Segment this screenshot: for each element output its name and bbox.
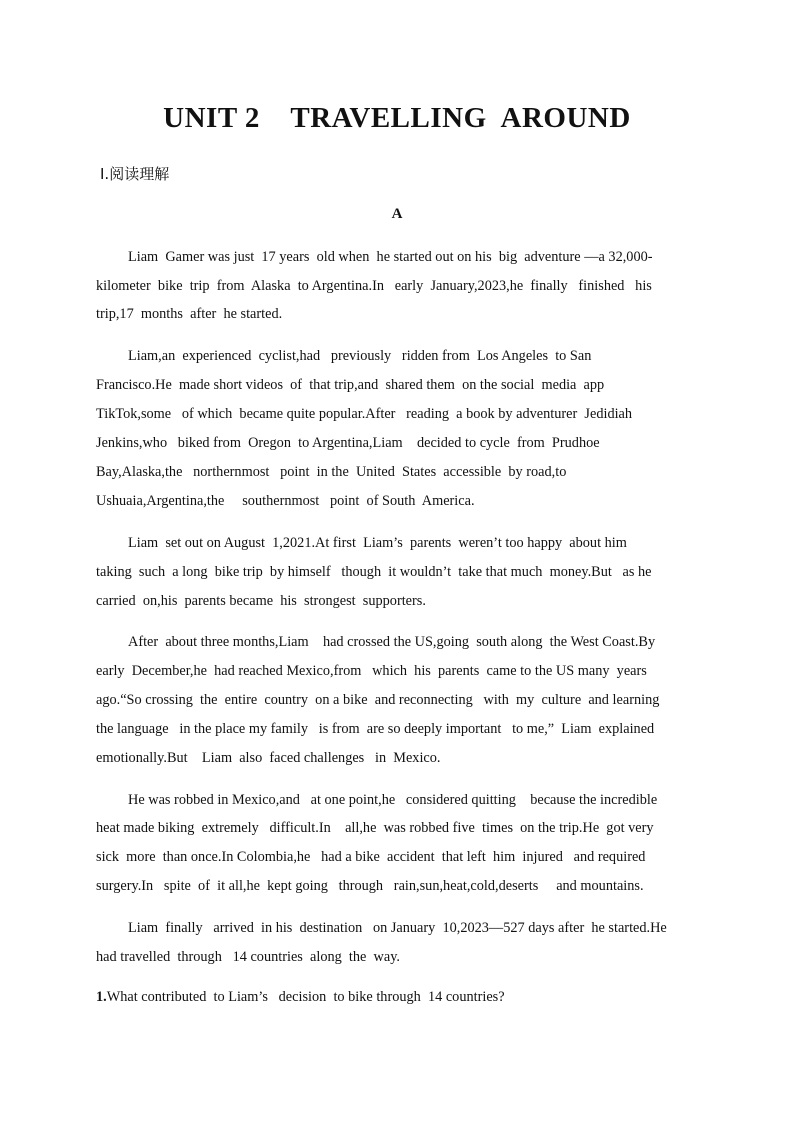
- paragraph-line: sick more than once.In Colombia,he had a bike accident that left him injured and required: [96, 849, 646, 865]
- paragraph-line: Jenkins,who biked from Oregon to Argentina,Liam decided to cycle from Prudhoe: [96, 435, 600, 451]
- paragraph-line: Bay,Alaska,the northernmost point in the United States accessible by road,to: [96, 464, 567, 480]
- question-text: What contributed to Liam’s decision to bike through 14 countries?: [106, 989, 505, 1005]
- paragraph-line: Liam Gamer was just 17 years old when he started out on his big adventure —a 32,000-: [128, 249, 653, 265]
- passage-label: A: [391, 206, 403, 222]
- question-number: 1.: [96, 989, 107, 1005]
- paragraph-line: early December,he had reached Mexico,from which his parents came to the US many years: [96, 663, 647, 679]
- section-label: Ⅰ.阅读理解: [100, 165, 170, 183]
- paragraph-line: emotionally.But Liam also faced challenges in Mexico.: [96, 750, 441, 766]
- paragraph-line: Liam,an experienced cyclist,had previously ridden from Los Angeles to San: [128, 348, 592, 364]
- paragraph-line: TikTok,some of which became quite popular.After reading a book by adventurer Jedidiah: [96, 406, 633, 422]
- paragraph-line: the language in the place my family is from are so deeply important to me,” Liam explained: [96, 721, 655, 737]
- paragraph-line: surgery.In spite of it all,he kept going through rain,sun,heat,cold,deserts and mountains.: [96, 878, 644, 894]
- paragraph-line: taking such a long bike trip by himself though it wouldn’t take that much money.But as he: [96, 564, 652, 580]
- paragraph-line: carried on,his parents became his strongest supporters.: [96, 593, 426, 609]
- paragraph-line: Francisco.He made short videos of that trip,and shared them on the social media app: [96, 377, 605, 393]
- question-1: [96, 989, 505, 1006]
- paragraph-line: Liam set out on August 1,2021.At first Liam’s parents weren’t too happy about him: [128, 535, 627, 551]
- unit-title: UNIT 2 TRAVELLING AROUND: [163, 102, 631, 134]
- paragraph-line: After about three months,Liam had crossed the US,going south along the West Coast.By: [128, 634, 656, 650]
- paragraph-line: kilometer bike trip from Alaska to Argentina.In early January,2023,he finally finished his: [96, 278, 652, 294]
- paragraph-line: heat made biking extremely difficult.In all,he was robbed five times on the trip.He got very: [96, 820, 654, 836]
- paragraph-line: trip,17 months after he started.: [96, 306, 283, 322]
- paragraph-line: ago.“So crossing the entire country on a bike and reconnecting with my culture and learning: [96, 692, 660, 708]
- paragraph-line: had travelled through 14 countries along the way.: [96, 949, 400, 965]
- paragraph-line: Liam finally arrived in his destination on January 10,2023—527 days after he started.He: [128, 920, 667, 936]
- paragraph-line: He was robbed in Mexico,and at one point,he considered quitting because the incredible: [128, 792, 658, 808]
- paragraph-line: Ushuaia,Argentina,the southernmost point of South America.: [96, 493, 475, 509]
